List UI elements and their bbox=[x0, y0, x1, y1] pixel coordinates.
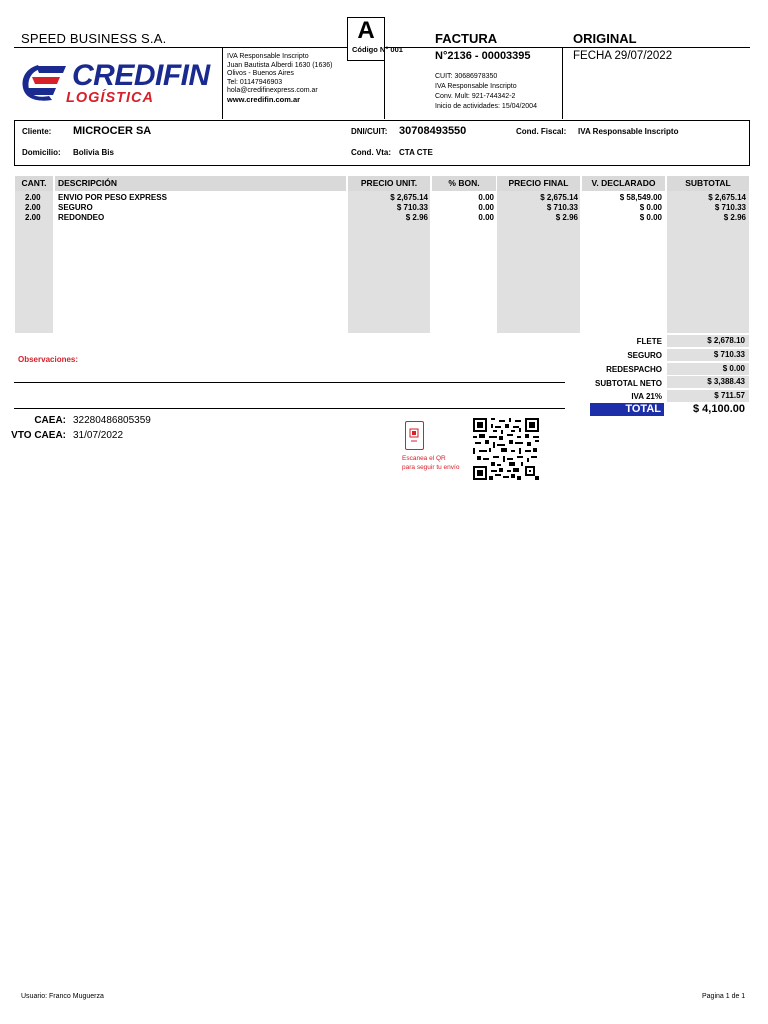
total-label: TOTAL bbox=[590, 403, 664, 416]
invoice-date: FECHA 29/07/2022 bbox=[573, 50, 673, 62]
th-discount: % BON. bbox=[432, 176, 496, 191]
total-value: $ 4,100.00 bbox=[693, 403, 745, 415]
flete-label: FLETE bbox=[636, 337, 662, 346]
iva-value: $ 711.57 bbox=[667, 390, 749, 402]
cell-desc: ENVIO POR PESO EXPRESS bbox=[58, 193, 167, 202]
cell-unit: $ 2.96 bbox=[405, 213, 428, 222]
cell-final: $ 2,675.14 bbox=[540, 193, 578, 202]
logo-subtitle: LOGÍSTICA bbox=[66, 90, 154, 106]
th-final-price: PRECIO FINAL bbox=[497, 176, 580, 191]
cell-unit: $ 2,675.14 bbox=[390, 193, 428, 202]
credifin-logo bbox=[18, 61, 222, 107]
cell-final: $ 710.33 bbox=[546, 203, 578, 212]
seguro-label: SEGURO bbox=[627, 351, 662, 360]
caea-value: 32280486805359 bbox=[73, 415, 151, 426]
divider-v3 bbox=[562, 47, 563, 119]
cell-declared: $ 0.00 bbox=[639, 213, 662, 222]
table-row bbox=[0, 203, 768, 213]
company-iva: IVA Responsable Inscripto bbox=[227, 53, 309, 60]
cell-desc: REDONDEO bbox=[58, 213, 105, 222]
client-address: Bolivia Bis bbox=[73, 148, 114, 157]
table-row bbox=[0, 193, 768, 203]
cell-declared: $ 0.00 bbox=[639, 203, 662, 212]
client-box bbox=[14, 120, 750, 166]
qr-hint-line-1: Escanea el QR bbox=[402, 455, 446, 462]
qr-hint-text bbox=[402, 454, 459, 472]
company-info bbox=[227, 53, 377, 104]
cell-subtotal: $ 2,675.14 bbox=[708, 193, 746, 202]
iva-label: IVA 21% bbox=[631, 392, 662, 401]
invoice-number: N°2136 - 00003395 bbox=[435, 50, 531, 62]
subtotal-neto-value: $ 3,388.43 bbox=[667, 376, 749, 388]
th-unit-price: PRECIO UNIT. bbox=[348, 176, 430, 191]
caea-label: CAEA: bbox=[34, 415, 66, 426]
cell-unit: $ 710.33 bbox=[396, 203, 428, 212]
th-qty: CANT. bbox=[15, 176, 53, 191]
cell-subtotal: $ 710.33 bbox=[714, 203, 746, 212]
client-dni-label: DNI/CUIT: bbox=[351, 127, 388, 136]
tax-cuit: CUIT: 30686978350 bbox=[435, 73, 498, 80]
credifin-e-icon bbox=[18, 61, 70, 107]
qr-code[interactable] bbox=[473, 418, 539, 480]
tax-start: Inicio de actividades: 15/04/2004 bbox=[435, 103, 537, 110]
footer-page: Pagina 1 de 1 bbox=[702, 993, 746, 1000]
invoice-code: Código N° 001 bbox=[352, 45, 403, 54]
redespacho-value: $ 0.00 bbox=[667, 363, 749, 375]
subtotal-neto-label: SUBTOTAL NETO bbox=[595, 379, 662, 388]
company-address-2: Olivos - Buenos Aires bbox=[227, 70, 294, 77]
company-name: SPEED BUSINESS S.A. bbox=[21, 31, 167, 46]
th-description: DESCRIPCIÓN bbox=[55, 176, 346, 191]
cell-final: $ 2.96 bbox=[555, 213, 578, 222]
seguro-value: $ 710.33 bbox=[667, 349, 749, 361]
cell-qty: 2.00 bbox=[25, 213, 41, 222]
cell-declared: $ 58,549.00 bbox=[619, 193, 662, 202]
cell-bon: 0.00 bbox=[478, 203, 494, 212]
observations-line bbox=[14, 382, 565, 383]
cell-qty: 2.00 bbox=[25, 203, 41, 212]
client-name: MICROCER SA bbox=[73, 125, 152, 137]
client-fiscal: IVA Responsable Inscripto bbox=[578, 127, 679, 136]
client-address-label: Domicilio: bbox=[22, 148, 61, 157]
tax-conv: Conv. Mult: 921-744342-2 bbox=[435, 93, 516, 100]
client-dni: 30708493550 bbox=[399, 125, 467, 137]
tax-iva: IVA Responsable Inscripto bbox=[435, 83, 517, 90]
company-website: www.credifin.com.ar bbox=[227, 94, 301, 104]
cell-subtotal: $ 2.96 bbox=[723, 213, 746, 222]
items-table-header bbox=[15, 176, 749, 191]
caea-divider bbox=[14, 408, 565, 409]
cell-bon: 0.00 bbox=[478, 193, 494, 202]
th-declared: V. DECLARADO bbox=[582, 176, 665, 191]
vto-caea-value: 31/07/2022 bbox=[73, 430, 124, 441]
phone-qr-icon bbox=[405, 421, 424, 450]
invoice-letter: A bbox=[357, 17, 375, 44]
observations-label: Observaciones: bbox=[18, 355, 79, 364]
th-subtotal: SUBTOTAL bbox=[667, 176, 749, 191]
qr-hint-line-2: para seguir tu envío bbox=[402, 464, 460, 471]
company-phone: Tel: 01147946903 bbox=[227, 78, 283, 86]
cell-bon: 0.00 bbox=[478, 213, 494, 222]
cell-desc: SEGURO bbox=[58, 203, 93, 212]
client-name-label: Cliente: bbox=[22, 127, 52, 136]
tax-info bbox=[435, 73, 560, 113]
table-row bbox=[0, 213, 768, 223]
client-sale-label: Cond. Vta: bbox=[351, 148, 391, 157]
document-type: FACTURA bbox=[435, 31, 498, 46]
logo-title: CREDIFIN bbox=[72, 59, 210, 92]
redespacho-label: REDESPACHO bbox=[606, 365, 662, 374]
client-sale: CTA CTE bbox=[399, 148, 433, 157]
divider-v1 bbox=[222, 47, 223, 119]
company-address-1: Juan Bautista Alberdi 1630 (1636) bbox=[227, 61, 333, 69]
company-email: hola@credifinexpress.com.ar bbox=[227, 87, 318, 94]
copy-label: ORIGINAL bbox=[573, 31, 637, 46]
client-fiscal-label: Cond. Fiscal: bbox=[516, 127, 567, 136]
vto-caea-label: VTO CAEA: bbox=[11, 430, 66, 441]
footer-user: Usuario: Franco Muguerza bbox=[21, 993, 104, 1000]
divider-v2 bbox=[384, 61, 385, 119]
cell-qty: 2.00 bbox=[25, 193, 41, 202]
flete-value: $ 2,678.10 bbox=[667, 335, 749, 347]
